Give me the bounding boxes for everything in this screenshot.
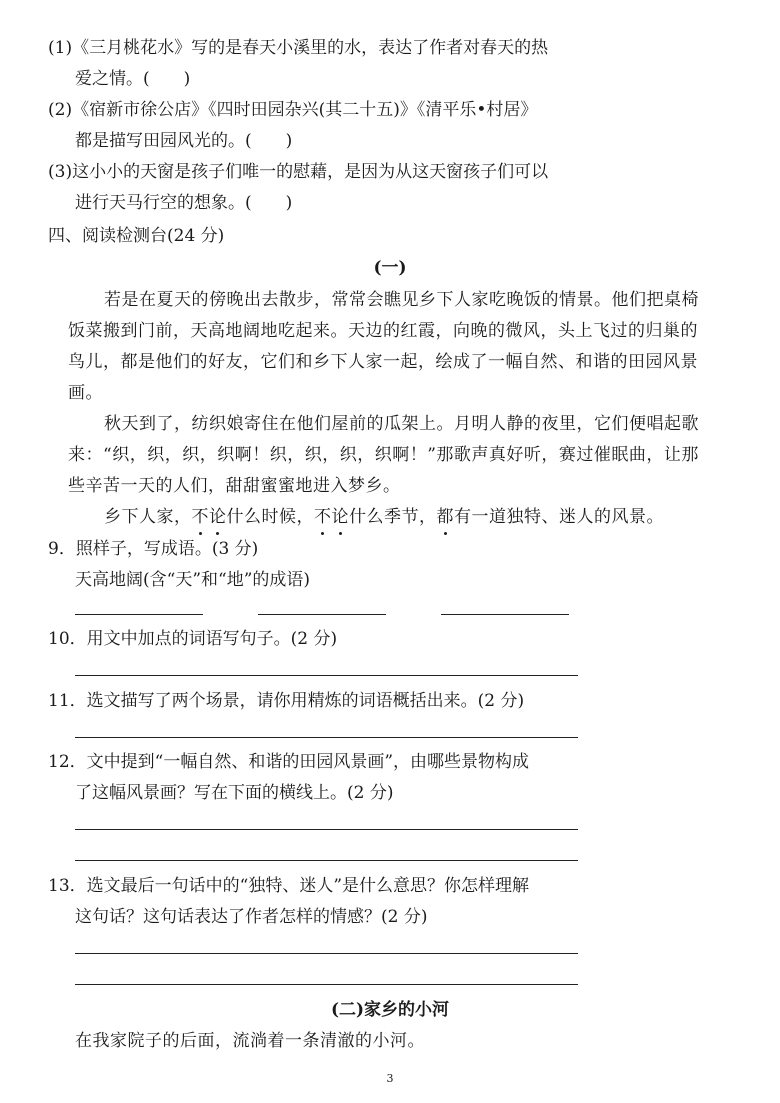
answer-line[interactable] bbox=[75, 953, 578, 954]
passage-1-closing-line: 乡下人家，不论什么时候，不论什么季节，都有一道独特、迷人的风景。 bbox=[104, 507, 664, 527]
passage-1-line: 秋天到了，纺织娘寄住在他们屋前的瓜架上。月明人静的夜里，它们便唱起歌 bbox=[104, 414, 699, 434]
answer-line[interactable] bbox=[75, 737, 578, 738]
answer-line[interactable] bbox=[75, 829, 578, 830]
judge-item-3-line-1: (3)这小小的天窗是孩子们唯一的慰藉，是因为从这天窗孩子们可以 bbox=[48, 162, 549, 182]
judge-item-3-line-2: 进行天马行空的想象。( ) bbox=[75, 193, 293, 213]
judge-item-2-line-1: (2)《宿新市徐公店》《四时田园杂兴(其二十五)》《清平乐•村居》 bbox=[48, 100, 538, 120]
answer-blank[interactable] bbox=[441, 614, 569, 615]
question-9: 9．照样子，写成语。(3 分) bbox=[48, 539, 259, 559]
section-title: 四、阅读检测台(24 分) bbox=[48, 226, 225, 246]
answer-line[interactable] bbox=[75, 860, 578, 861]
passage-1-line: 来：“织，织，织，织啊！织，织，织，织啊！”那歌声真好听，赛过催眠曲，让那 bbox=[68, 445, 699, 465]
question-12-line-1: 12．文中提到“一幅自然、和谐的田园风景画”，由哪些景物构成 bbox=[48, 752, 530, 772]
question-13-line-2: 这句话？这句话表达了作者怎样的情感？(2 分) bbox=[75, 907, 428, 927]
page-number: 3 bbox=[386, 1072, 394, 1085]
question-10: 10．用文中加点的词语写句子。(2 分) bbox=[48, 629, 338, 649]
passage-2-heading: (二)家乡的小河 bbox=[330, 1000, 450, 1020]
question-9-example: 天高地阔(含“天”和“地”的成语) bbox=[75, 570, 311, 590]
question-12-line-2: 了这幅风景画？写在下面的横线上。(2 分) bbox=[75, 783, 394, 803]
answer-line[interactable] bbox=[75, 675, 578, 676]
judge-item-1-line-1: (1)《三月桃花水》写的是春天小溪里的水，表达了作者对春天的热 bbox=[48, 38, 549, 58]
passage-1-line: 鸟儿，都是他们的好友，它们和乡下人家一起，绘成了一幅自然、和谐的田园风景 bbox=[68, 352, 698, 372]
emphasis-dot-char: 论 bbox=[209, 507, 227, 527]
question-11: 11．选文描写了两个场景，请你用精炼的词语概括出来。(2 分) bbox=[48, 691, 525, 711]
emphasis-dot-char: 论 bbox=[331, 507, 349, 527]
passage-1-line: 饭菜搬到门前，天高地阔地吃起来。天边的红霞，向晚的微风，头上飞过的归巢的 bbox=[68, 321, 698, 341]
passage-1-line: 若是在夏天的傍晚出去散步，常常会瞧见乡下人家吃晚饭的情景。他们把桌椅 bbox=[104, 290, 699, 310]
passage-1-line: 画。 bbox=[68, 383, 103, 403]
answer-line[interactable] bbox=[75, 984, 578, 985]
answer-blank[interactable] bbox=[75, 614, 203, 615]
passage-1-line: 些辛苦一天的人们，甜甜蜜蜜地进入梦乡。 bbox=[68, 476, 401, 496]
passage-2-line: 在我家院子的后面，流淌着一条清澈的小河。 bbox=[75, 1031, 425, 1051]
emphasis-dot-char: 都 bbox=[436, 507, 454, 527]
answer-blank[interactable] bbox=[258, 614, 386, 615]
judge-item-2-line-2: 都是描写田园风光的。( ) bbox=[75, 131, 293, 151]
emphasis-dot-char: 不 bbox=[191, 507, 209, 527]
judge-item-1-line-2: 爱之情。( ) bbox=[75, 69, 191, 89]
emphasis-dot-char: 不 bbox=[314, 507, 332, 527]
passage-1-heading: (一) bbox=[373, 258, 407, 278]
question-13-line-1: 13．选文最后一句话中的“独特、迷人”是什么意思？你怎样理解 bbox=[48, 876, 530, 896]
